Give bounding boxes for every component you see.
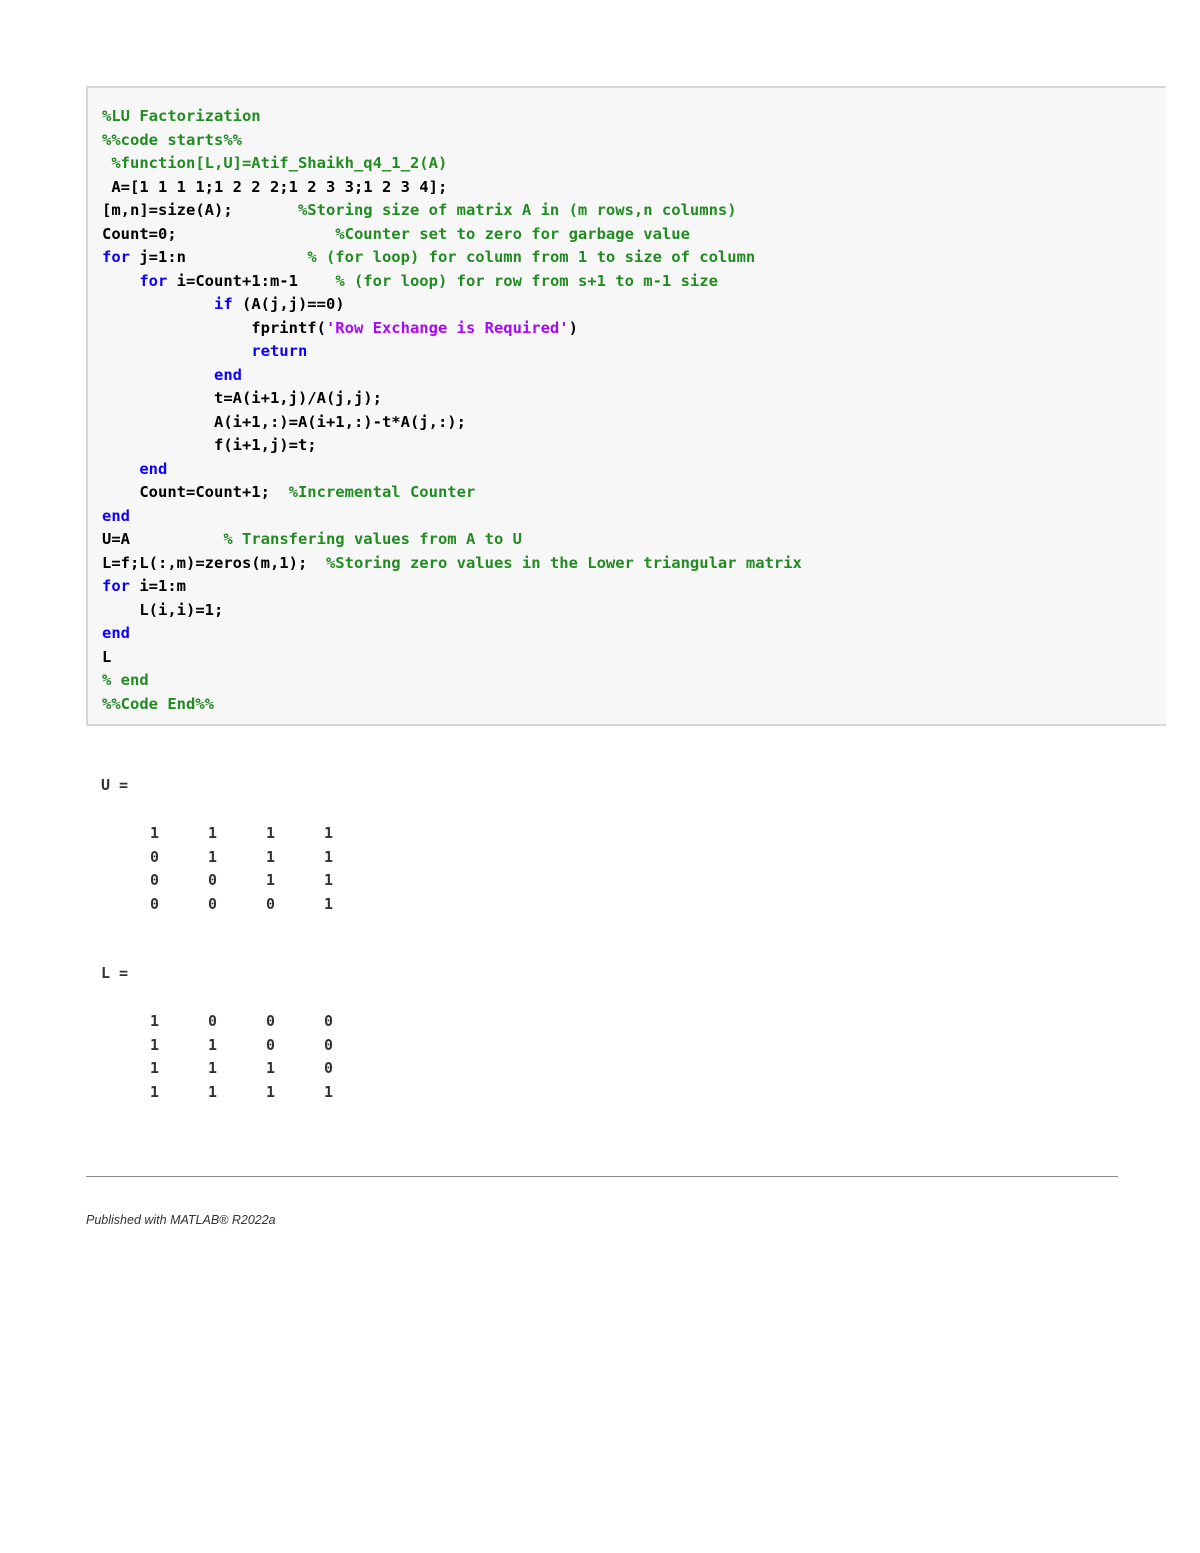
matrix-cell: 1 [324, 894, 334, 913]
code-string: 'Row Exchange is Required' [325, 318, 569, 337]
code-line [88, 434, 1166, 458]
code-text: f(i+1,j)=t; [102, 436, 317, 454]
code-line [88, 317, 1166, 341]
matrix-cell: 1 [150, 1082, 160, 1101]
code-keyword: end [102, 506, 130, 525]
code-line [88, 458, 1166, 482]
code-line [88, 528, 1166, 552]
matrix-cell: 0 [324, 1012, 334, 1030]
code-line [88, 152, 1166, 176]
code-line [88, 411, 1166, 435]
matrix-cell: 0 [150, 847, 160, 866]
code-text: U=A [102, 530, 224, 548]
code-keyword: return [251, 342, 308, 360]
u-matrix [140, 821, 372, 915]
code-text: ) [568, 318, 578, 337]
code-comment: %%Code End%% [102, 694, 214, 713]
code-comment: %Storing size of matrix A in (m rows,n columns) [297, 201, 737, 219]
code-line [88, 223, 1166, 247]
matrix-cell: 0 [208, 871, 218, 889]
code-comment: % (for loop) for row from s+1 to m-1 size [335, 271, 718, 290]
code-comment: % end [102, 671, 149, 689]
matrix-cell: 0 [150, 871, 160, 889]
code-text: L(i,i)=1; [102, 600, 224, 619]
matrix-cell: 0 [208, 894, 218, 913]
code-line [88, 693, 1166, 717]
matrix-cell: 1 [266, 1082, 276, 1101]
code-line [88, 246, 1166, 270]
code-text: j=1:n [130, 248, 308, 266]
matrix-row [140, 845, 372, 869]
code-keyword: for [102, 577, 130, 595]
matrix-cell: 1 [266, 824, 276, 842]
matrix-cell: 0 [150, 894, 160, 913]
code-block [86, 86, 1166, 726]
code-text [102, 295, 214, 313]
code-text: i=1:m [130, 577, 186, 595]
matrix-row [140, 1033, 372, 1057]
matrix-cell: 1 [150, 1059, 160, 1077]
code-comment: %Storing zero values in the Lower triangular matrix [325, 553, 802, 572]
code-line [88, 622, 1166, 646]
code-comment: % (for loop) for column from 1 to size of column [307, 248, 756, 266]
matrix-cell: 0 [266, 1012, 276, 1030]
code-line [88, 575, 1166, 599]
code-text: L=f;L(:,m)=zeros(m,1); [102, 553, 326, 572]
code-text [102, 460, 139, 478]
code-comment: %Counter set to zero for garbage value [335, 224, 690, 243]
matrix-cell: 1 [324, 1082, 334, 1101]
code-line [88, 340, 1166, 364]
footer-divider [86, 1176, 1118, 1177]
matrix-row [140, 1009, 372, 1033]
l-matrix [140, 1009, 372, 1103]
code-keyword: for [139, 271, 168, 290]
code-text: fprintf( [102, 318, 326, 337]
code-text: L [102, 647, 112, 666]
code-text: Count=Count+1; [102, 483, 289, 501]
code-text: [m,n]=size(A); [102, 201, 298, 219]
matrix-cell: 1 [266, 871, 276, 889]
matrix-cell: 0 [324, 1059, 334, 1077]
code-text: t=A(i+1,j)/A(j,j); [102, 389, 382, 407]
matrix-cell: 0 [324, 1035, 334, 1054]
matrix-cell: 1 [150, 1012, 160, 1030]
matrix-cell: 1 [324, 824, 334, 842]
code-line [88, 599, 1166, 623]
matrix-cell: 1 [266, 847, 276, 866]
code-line [88, 293, 1166, 317]
code-comment: %LU Factorization [102, 107, 261, 125]
code-line [88, 364, 1166, 388]
code-keyword: end [139, 459, 168, 478]
code-comment: %%code starts%% [102, 130, 242, 149]
matrix-cell: 1 [208, 1059, 218, 1077]
code-line [88, 270, 1166, 294]
code-line [88, 105, 1166, 129]
code-text: Count=0; [102, 224, 336, 243]
code-text: A=[1 1 1 1;1 2 2 2;1 2 3 3;1 2 3 4]; [102, 177, 448, 196]
code-comment: % Transfering values from A to U [223, 530, 522, 548]
published-footer: Published with MATLAB® R2022a [86, 1213, 276, 1227]
matrix-cell: 0 [208, 1012, 218, 1030]
matrix-cell: 1 [266, 1059, 276, 1077]
matrix-cell: 0 [266, 894, 276, 913]
code-line [88, 669, 1166, 693]
matrix-cell: 1 [208, 1082, 218, 1101]
code-comment: %function[L,U]=Atif_Shaikh_q4_1_2(A) [102, 154, 448, 172]
code-comment: %Incremental Counter [288, 483, 476, 501]
matrix-row [140, 1080, 372, 1104]
matrix-cell: 1 [324, 847, 334, 866]
matrix-cell: 0 [266, 1035, 276, 1054]
code-text [102, 272, 139, 290]
code-text [102, 366, 214, 384]
code-keyword: if [213, 295, 233, 313]
code-text: i=Count+1:m-1 [167, 271, 336, 290]
code-line [88, 552, 1166, 576]
matrix-row [140, 821, 372, 845]
code-line [88, 176, 1166, 200]
u-output-label: U = [101, 776, 129, 794]
l-output-label: L = [101, 964, 129, 982]
matrix-cell: 1 [208, 847, 218, 866]
matrix-cell: 1 [150, 1035, 160, 1054]
matrix-cell: 1 [208, 1035, 218, 1054]
code-text: A(i+1,:)=A(i+1,:)-t*A(j,:); [102, 412, 466, 431]
matrix-row [140, 1056, 372, 1080]
code-line [88, 481, 1166, 505]
code-keyword: end [102, 624, 130, 642]
code-line [88, 199, 1166, 223]
code-keyword: for [102, 248, 130, 266]
matrix-row [140, 892, 372, 916]
code-line [88, 505, 1166, 529]
matrix-row [140, 868, 372, 892]
code-keyword: end [213, 365, 242, 384]
code-text [102, 342, 251, 360]
code-text: (A(j,j)==0) [232, 295, 345, 313]
matrix-cell: 1 [150, 824, 160, 842]
code-line [88, 387, 1166, 411]
code-line [88, 129, 1166, 153]
matrix-cell: 1 [324, 871, 334, 889]
matrix-cell: 1 [208, 824, 218, 842]
code-line [88, 646, 1166, 670]
